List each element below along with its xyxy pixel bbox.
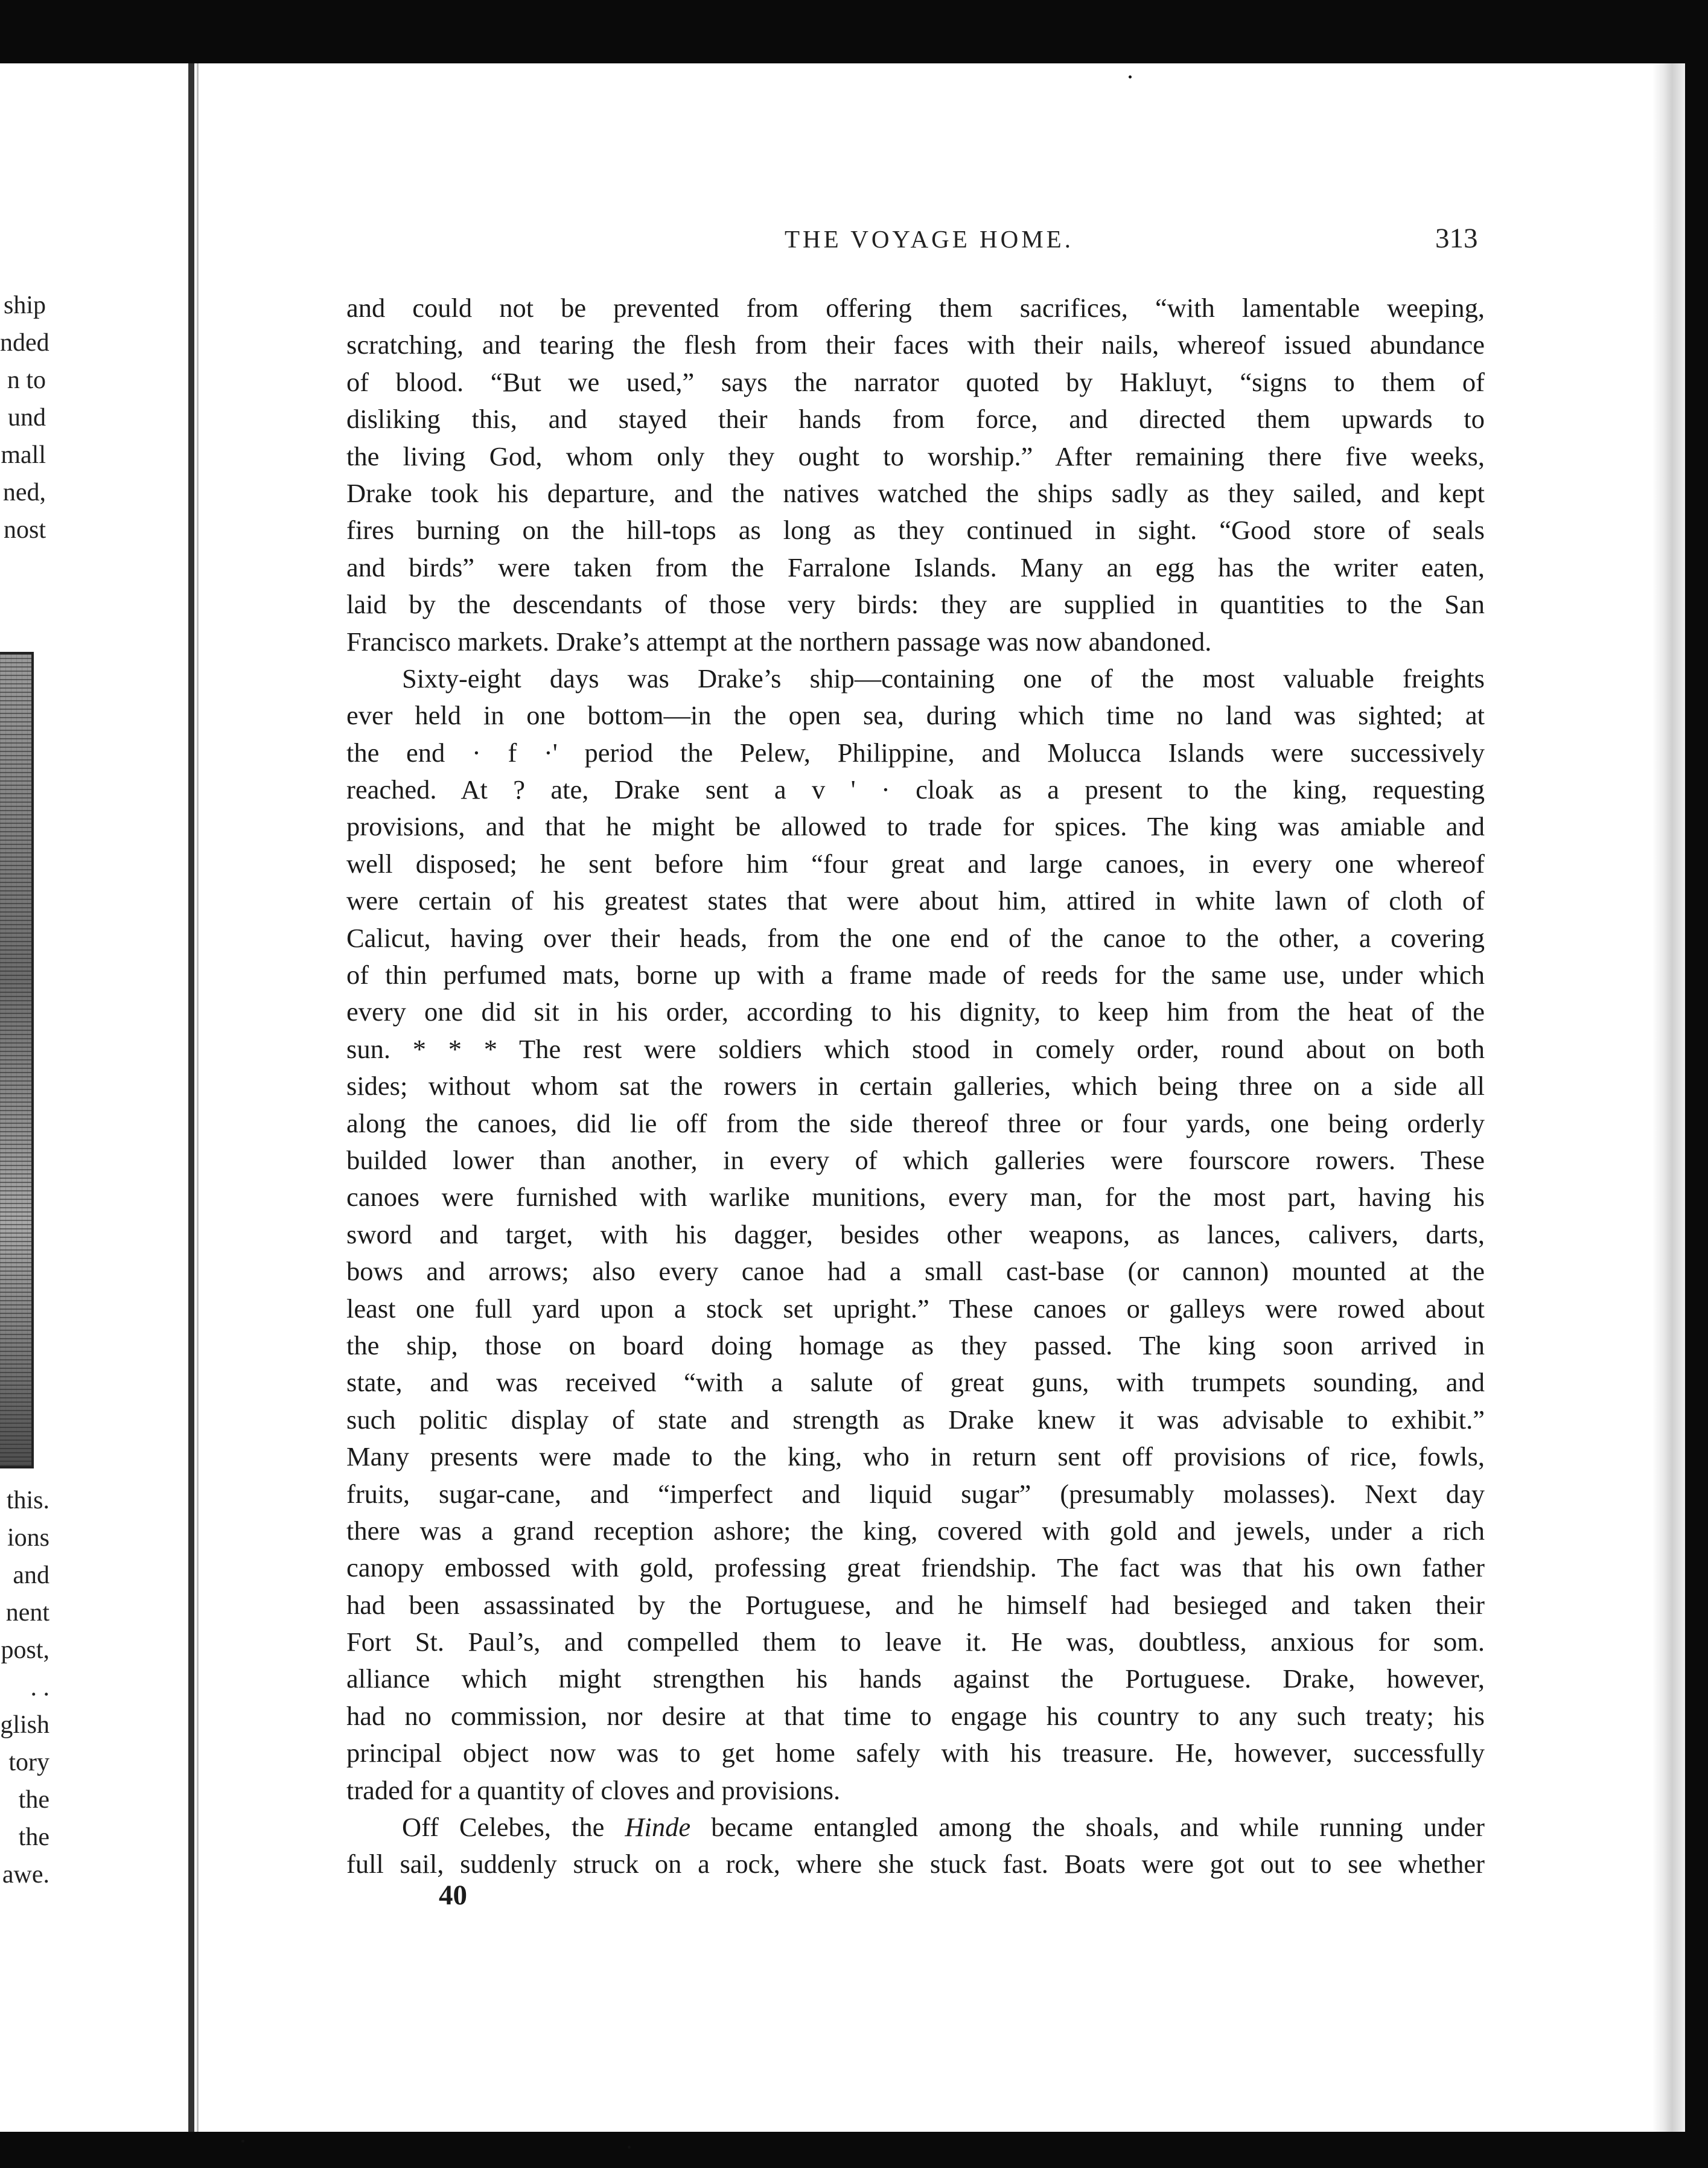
text-line: of blood. “But we used,” says the narrator quoted by Hakluyt, “signs to them of — [346, 366, 1485, 397]
scan-border-right — [1685, 0, 1708, 2168]
ship-name: Hinde — [625, 1812, 691, 1843]
text-line: scratching, and tearing the flesh from their faces with their nails, whereof issued abundance — [346, 330, 1485, 360]
text-line: sword and target, with his dagger, besides other weapons, as lances, calivers, darts, — [346, 1219, 1485, 1249]
page-edge-shading — [1652, 63, 1685, 2132]
text-line: ever held in one bottom—in the open sea, during which time no land was sighted; at — [346, 700, 1485, 731]
text-line: laid by the descendants of those very birds: they are supplied in quantities to the San — [346, 589, 1485, 620]
text-line: canopy embossed with gold, professing great friendship. The fact was that his own father — [346, 1552, 1485, 1583]
text-line: builded lower than another, in every of which galleries were fourscore rowers. These — [346, 1144, 1485, 1175]
left-page-line: the — [18, 1823, 49, 1851]
left-page-line: glish — [0, 1711, 49, 1739]
text-line: state, and was received “with a salute of great guns, with trumpets sounding, and — [346, 1367, 1485, 1398]
text-line: fruits, sugar-cane, and “imperfect and liquid sugar” (presumably molasses). Next day — [346, 1478, 1485, 1509]
text-line: Off Celebes, the Hinde became entangled among the shoals, and while running under — [402, 1812, 1485, 1843]
text-line: Fort St. Paul’s, and compelled them to leave it. He was, doubtless, anxious for som. — [346, 1627, 1485, 1657]
book-gutter — [188, 63, 194, 2132]
text-line: provisions, and that he might be allowed to trade for spices. The king was amiable and — [346, 811, 1485, 842]
text-line: fires burning on the hill-tops as long as they continued in sight. “Good store of seals — [346, 515, 1485, 546]
text-line: along the canoes, did lie off from the side thereof three or four yards, one being orderly — [346, 1108, 1485, 1138]
text-line: disliking this, and stayed their hands from force, and directed them upwards to — [346, 404, 1485, 435]
text-line: and birds” were taken from the Farralone Islands. Many an egg has the writer eaten, — [346, 552, 1485, 582]
text-line: alliance which might strengthen his hands against the Portuguese. Drake, however, — [346, 1663, 1485, 1694]
left-page-line: tory — [8, 1749, 49, 1776]
running-title: THE VOYAGE HOME. — [785, 225, 1074, 253]
text-line: the living God, whom only they ought to worship.” After remaining there five weeks, — [346, 441, 1485, 471]
left-page-line: ions — [7, 1524, 49, 1552]
facing-page-left — [0, 63, 192, 2132]
text-line: Francisco markets. Drake’s attempt at the northern passage was now abandoned. — [346, 626, 1212, 657]
left-page-line: und — [8, 404, 46, 432]
text-line: Many presents were made to the king, who in return sent off provisions of rice, fowls, — [346, 1441, 1485, 1472]
text-line: were certain of his greatest states that were about him, attired in white lawn of cloth of — [346, 885, 1485, 916]
text-line: the end · f ·' period the Pelew, Philippine, and Molucca Islands were successively — [346, 737, 1485, 768]
left-page-line: post, — [1, 1636, 49, 1664]
text-line: of thin perfumed mats, borne up with a frame made of reeds for the same use, under which — [346, 960, 1485, 990]
left-page-line: nost — [3, 516, 46, 544]
text-line: well disposed; he sent before him “four great and large canoes, in every one whereof — [346, 848, 1485, 879]
text-line: sides; without whom sat the rowers in certain galleries, which being three on a side all — [346, 1071, 1485, 1102]
left-page-line: and — [13, 1561, 49, 1589]
text-line: full sail, suddenly struck on a rock, where she stuck fast. Boats were got out to see whether — [346, 1849, 1485, 1879]
left-page-line: nent — [5, 1599, 49, 1627]
left-page-line: this. — [6, 1487, 49, 1514]
signature-mark: 40 — [439, 1879, 467, 1911]
text-line: least one full yard upon a stock set upright.” These canoes or galleys were rowed about — [346, 1293, 1485, 1324]
text-line: Sixty-eight days was Drake’s ship—containing one of the most valuable freights — [402, 663, 1485, 693]
text-line: reached. At ? ate, Drake sent a v ' · cloak as a present to the king, requesting — [346, 774, 1485, 805]
left-page-line: n to — [7, 366, 46, 394]
left-page-engraving — [0, 652, 34, 1468]
text-line: had been assassinated by the Portuguese, and he himself had besieged and taken their — [346, 1589, 1485, 1620]
left-page-line: mall — [1, 441, 46, 469]
left-page-line: nded — [0, 329, 49, 357]
left-page-line: the — [18, 1786, 49, 1814]
text-line: sun. * * * The rest were soldiers which stood in comely order, round about on both — [346, 1033, 1485, 1064]
left-page-line: ship — [3, 292, 46, 319]
text-line: canoes were furnished with warlike munitions, every man, for the most part, having his — [346, 1182, 1485, 1213]
body-text — [346, 290, 1485, 1883]
book-gutter-edge — [197, 63, 199, 2132]
dust-speck — [241, 2140, 244, 2143]
dust-speck — [1129, 75, 1132, 78]
text-line: Drake took his departure, and the natives watched the ships sadly as they sailed, and kept — [346, 477, 1485, 508]
text-line: traded for a quantity of cloves and provisions. — [346, 1774, 841, 1805]
text-line: every one did sit in his order, according to his dignity, to keep him from the heat of the — [346, 996, 1485, 1027]
dust-speck — [628, 2146, 631, 2149]
text-line: such politic display of state and strength as Drake knew it was advisable to exhibit.” — [346, 1404, 1485, 1435]
text-line: there was a grand reception ashore; the king, covered with gold and jewels, under a rich — [346, 1515, 1485, 1546]
text-line: the ship, those on board doing homage as they passed. The king soon arrived in — [346, 1330, 1485, 1360]
text-line: and could not be prevented from offering them sacrifices, “with lamentable weeping, — [346, 293, 1485, 323]
scan-border-top — [0, 0, 1708, 63]
page-number: 313 — [1435, 223, 1478, 254]
left-page-line: awe. — [2, 1861, 49, 1889]
left-page-line: ned, — [2, 479, 46, 506]
text-line: principal object now was to get home safely with his treasure. He, however, successfully — [346, 1738, 1485, 1768]
text-line: had no commission, nor desire at that time to engage his country to any such treaty; his — [346, 1700, 1485, 1731]
left-page-line: . . — [30, 1674, 49, 1701]
text-line: bows and arrows; also every canoe had a small cast-base (or cannon) mounted at the — [346, 1256, 1485, 1287]
scan-border-bottom — [0, 2132, 1708, 2168]
text-line: Calicut, having over their heads, from the one end of the canoe to the other, a covering — [346, 922, 1485, 953]
